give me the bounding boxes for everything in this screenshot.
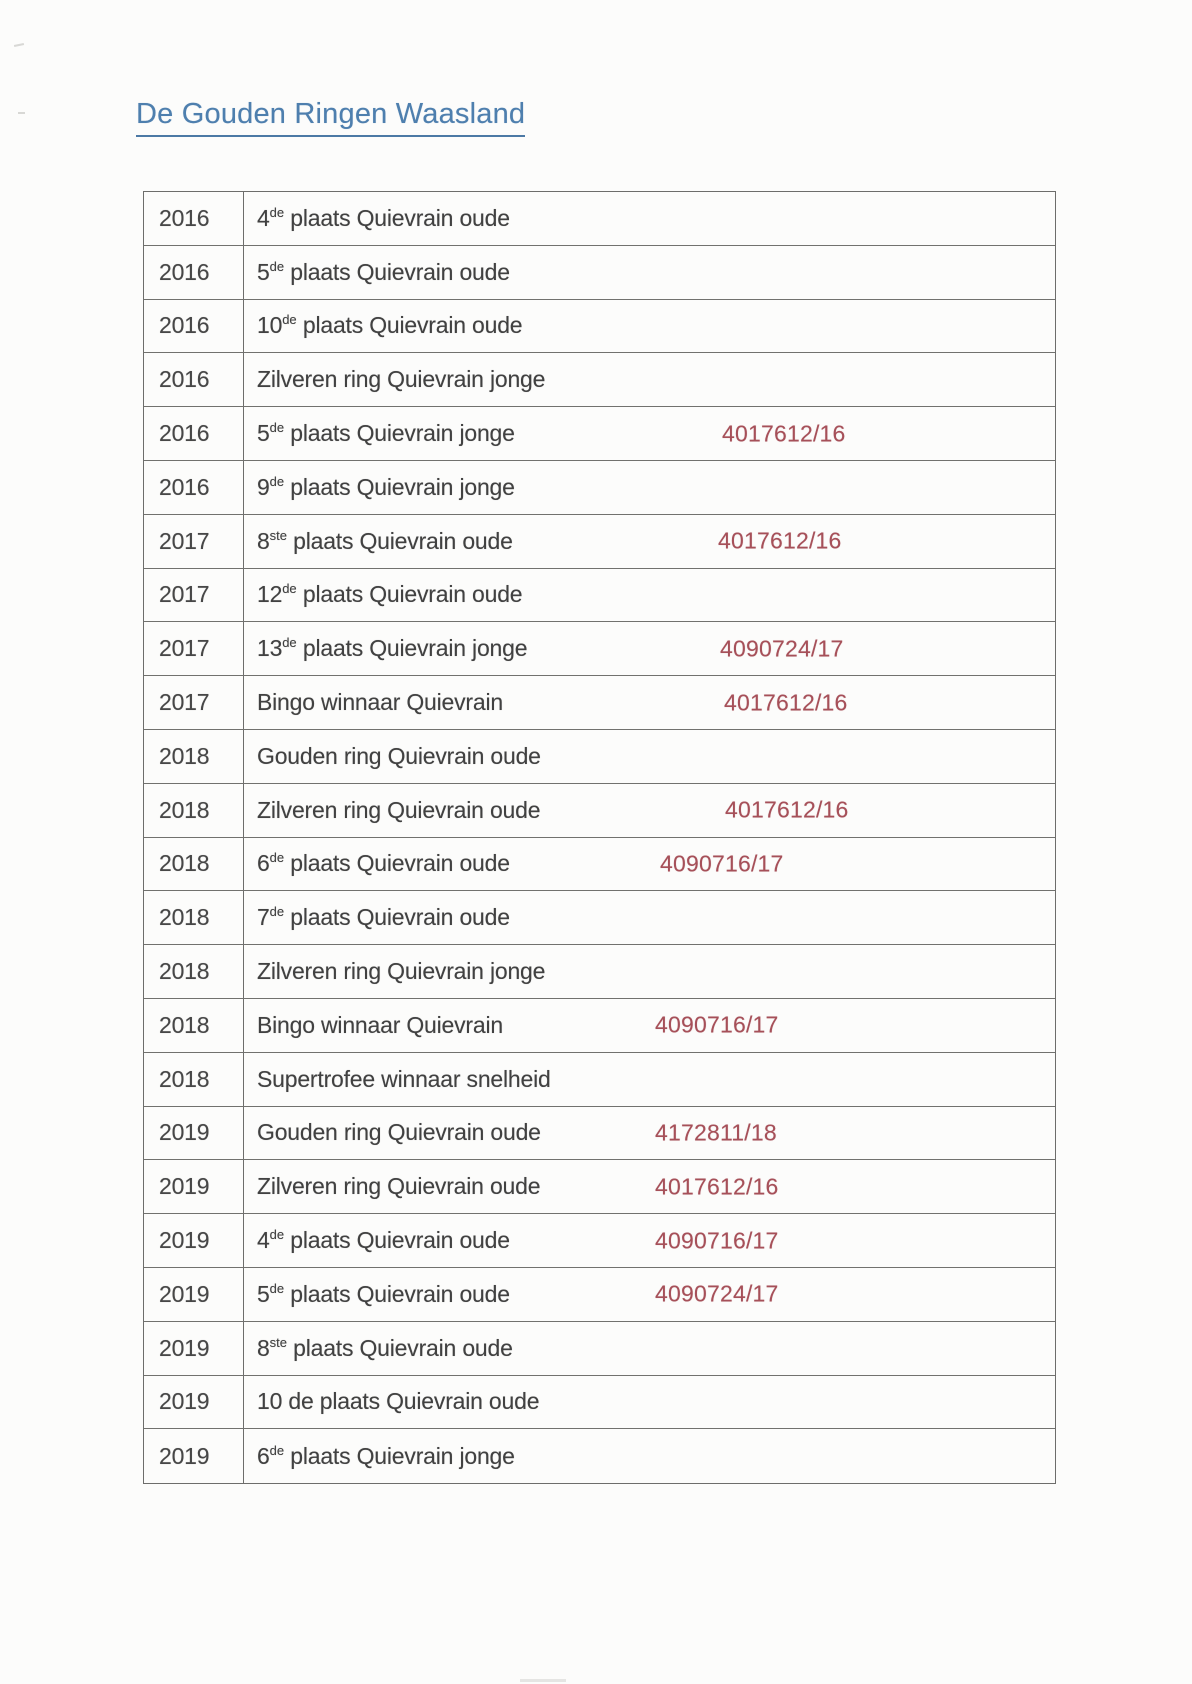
year-text: 2017 [159, 635, 210, 662]
result-cell [244, 1376, 1055, 1429]
result-text: 5de plaats Quievrain jonge [257, 420, 515, 447]
result-text: 6de plaats Quievrain oude [257, 850, 510, 877]
table-row [144, 461, 1055, 515]
year-cell [144, 1214, 244, 1267]
scan-artifact [520, 1679, 566, 1682]
year-cell [144, 622, 244, 675]
year-cell [144, 676, 244, 729]
year-text: 2017 [159, 581, 210, 608]
result-text: 4de plaats Quievrain oude [257, 1227, 510, 1254]
year-text: 2016 [159, 420, 210, 447]
result-text: Bingo winnaar Quievrain [257, 1011, 503, 1038]
result-cell [244, 1429, 1055, 1483]
result-cell [244, 515, 1055, 568]
year-cell [144, 461, 244, 514]
ring-number: 4017612/16 [722, 420, 846, 447]
ring-number: 4090716/17 [655, 1011, 779, 1038]
year-text: 2018 [159, 796, 210, 823]
table-row [144, 192, 1055, 246]
result-text: 10de plaats Quievrain oude [257, 312, 523, 339]
table-row [144, 1107, 1055, 1161]
result-cell [244, 1053, 1055, 1106]
year-text: 2019 [159, 1334, 210, 1361]
result-cell [244, 1160, 1055, 1213]
table-row [144, 407, 1055, 461]
result-cell [244, 730, 1055, 783]
result-text: 7de plaats Quievrain oude [257, 904, 510, 931]
year-cell [144, 1160, 244, 1213]
year-cell [144, 784, 244, 837]
result-cell [244, 353, 1055, 406]
result-text: Zilveren ring Quievrain oude [257, 796, 541, 823]
table-row [144, 1053, 1055, 1107]
ring-number: 4017612/16 [725, 796, 849, 823]
table-row [144, 300, 1055, 354]
result-text: Gouden ring Quievrain oude [257, 1119, 541, 1146]
result-text: Zilveren ring Quievrain jonge [257, 958, 546, 985]
table-row [144, 1322, 1055, 1376]
ring-number: 4090724/17 [720, 635, 844, 662]
result-cell [244, 1322, 1055, 1375]
result-text: Zilveren ring Quievrain oude [257, 1173, 541, 1200]
result-text: Supertrofee winnaar snelheid [257, 1065, 551, 1092]
year-text: 2019 [159, 1173, 210, 1200]
table-row [144, 676, 1055, 730]
year-cell [144, 730, 244, 783]
year-cell [144, 300, 244, 353]
year-cell [144, 999, 244, 1052]
result-cell [244, 784, 1055, 837]
table-row [144, 569, 1055, 623]
table-row [144, 246, 1055, 300]
result-cell [244, 1214, 1055, 1267]
table-row [144, 1160, 1055, 1214]
result-cell [244, 569, 1055, 622]
result-cell [244, 1107, 1055, 1160]
year-text: 2016 [159, 366, 210, 393]
ring-number: 4017612/16 [724, 689, 848, 716]
ring-number: 4017612/16 [655, 1173, 779, 1200]
year-text: 2019 [159, 1227, 210, 1254]
result-cell [244, 1268, 1055, 1321]
result-text: Gouden ring Quievrain oude [257, 742, 541, 769]
result-cell [244, 999, 1055, 1052]
table-row [144, 622, 1055, 676]
year-text: 2017 [159, 689, 210, 716]
year-text: 2016 [159, 473, 210, 500]
ring-number: 4017612/16 [718, 527, 842, 554]
result-cell [244, 945, 1055, 998]
year-text: 2019 [159, 1119, 210, 1146]
result-text: 8ste plaats Quievrain oude [257, 527, 513, 554]
year-cell [144, 945, 244, 998]
result-text: 5de plaats Quievrain oude [257, 258, 510, 285]
year-cell [144, 1429, 244, 1483]
year-cell [144, 1376, 244, 1429]
year-text: 2016 [159, 204, 210, 231]
year-cell [144, 1322, 244, 1375]
result-text: 5de plaats Quievrain oude [257, 1280, 510, 1307]
year-text: 2018 [159, 904, 210, 931]
scan-artifact [18, 112, 25, 114]
table-row [144, 515, 1055, 569]
year-text: 2017 [159, 527, 210, 554]
result-cell [244, 461, 1055, 514]
year-text: 2018 [159, 958, 210, 985]
year-cell [144, 569, 244, 622]
result-text: 9de plaats Quievrain jonge [257, 473, 515, 500]
scan-artifact [14, 43, 24, 47]
result-cell [244, 622, 1055, 675]
table-row [144, 838, 1055, 892]
year-text: 2018 [159, 742, 210, 769]
year-text: 2018 [159, 1011, 210, 1038]
result-text: 8ste plaats Quievrain oude [257, 1334, 513, 1361]
ring-number: 4090716/17 [655, 1227, 779, 1254]
year-text: 2019 [159, 1280, 210, 1307]
table-row [144, 353, 1055, 407]
year-cell [144, 407, 244, 460]
table-row [144, 945, 1055, 999]
result-cell [244, 300, 1055, 353]
year-text: 2019 [159, 1388, 210, 1415]
result-text: Bingo winnaar Quievrain [257, 689, 503, 716]
year-cell [144, 246, 244, 299]
result-cell [244, 192, 1055, 245]
table-row [144, 1429, 1055, 1483]
year-cell [144, 353, 244, 406]
year-cell [144, 891, 244, 944]
year-cell [144, 1053, 244, 1106]
ring-number: 4090716/17 [660, 850, 784, 877]
result-text: 10 de plaats Quievrain oude [257, 1388, 540, 1415]
result-text: Zilveren ring Quievrain jonge [257, 366, 546, 393]
table-row [144, 730, 1055, 784]
year-text: 2019 [159, 1442, 210, 1469]
year-cell [144, 192, 244, 245]
result-text: 4de plaats Quievrain oude [257, 204, 510, 231]
result-cell [244, 246, 1055, 299]
table-row [144, 1214, 1055, 1268]
year-text: 2016 [159, 258, 210, 285]
year-text: 2018 [159, 1065, 210, 1092]
result-text: 12de plaats Quievrain oude [257, 581, 523, 608]
year-text: 2016 [159, 312, 210, 339]
year-cell [144, 838, 244, 891]
result-cell [244, 676, 1055, 729]
table-row [144, 1376, 1055, 1430]
awards-table [143, 191, 1056, 1484]
result-text: 6de plaats Quievrain jonge [257, 1442, 515, 1469]
result-text: 13de plaats Quievrain jonge [257, 635, 528, 662]
result-cell [244, 838, 1055, 891]
ring-number: 4172811/18 [655, 1119, 777, 1146]
page-title: De Gouden Ringen Waasland [136, 98, 525, 137]
year-text: 2018 [159, 850, 210, 877]
table-row [144, 999, 1055, 1053]
table-row [144, 891, 1055, 945]
result-cell [244, 407, 1055, 460]
year-cell [144, 515, 244, 568]
year-cell [144, 1107, 244, 1160]
result-cell [244, 891, 1055, 944]
table-row [144, 784, 1055, 838]
table-row [144, 1268, 1055, 1322]
ring-number: 4090724/17 [655, 1280, 779, 1307]
year-cell [144, 1268, 244, 1321]
